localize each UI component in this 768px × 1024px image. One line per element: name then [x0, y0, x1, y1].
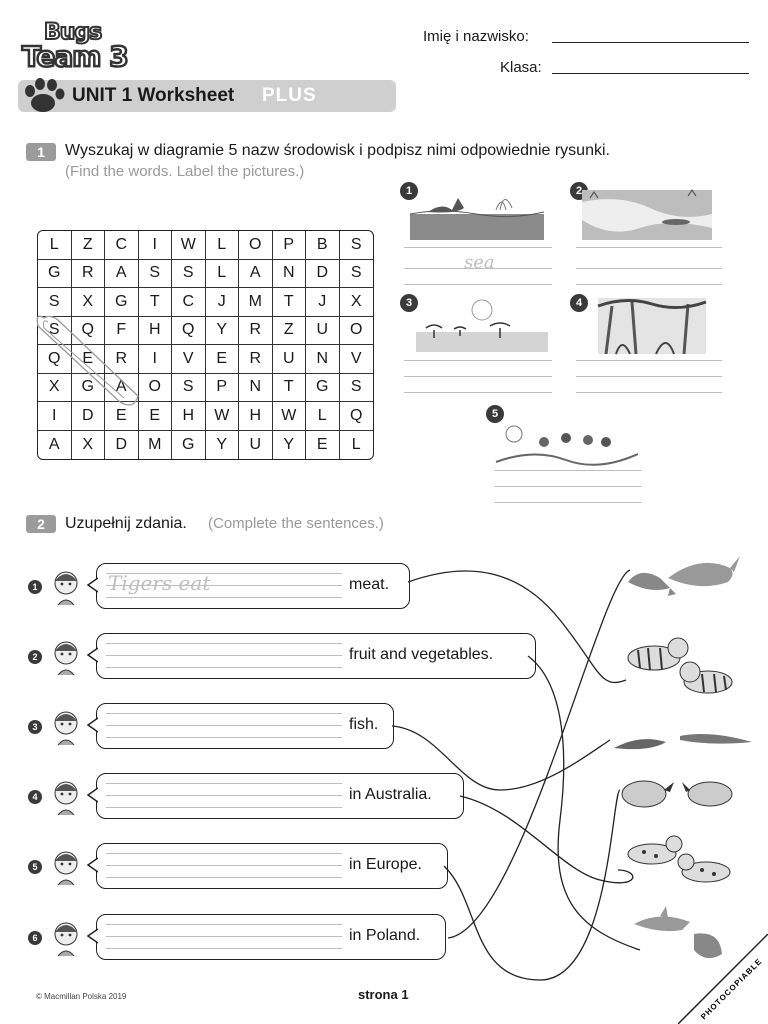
grid-cell[interactable]: X — [38, 374, 72, 403]
unit-title: UNIT 1 Worksheet — [72, 85, 235, 106]
grid-cell[interactable]: A — [38, 431, 72, 460]
unit-plus-label: PLUS — [262, 85, 317, 106]
photocopiable-stamp — [678, 934, 768, 1024]
grid-cell[interactable]: G — [172, 431, 206, 460]
picture-number-4: 4 — [570, 294, 588, 312]
grid-cell[interactable]: R — [105, 345, 139, 374]
grid-cell[interactable]: S — [38, 317, 72, 346]
grid-cell[interactable]: N — [306, 345, 340, 374]
grid-cell[interactable]: S — [340, 231, 374, 260]
rhinos-picture — [614, 772, 740, 814]
grid-cell[interactable]: C — [172, 288, 206, 317]
grid-cell[interactable]: O — [340, 317, 374, 346]
grid-cell[interactable]: Q — [38, 345, 72, 374]
grid-cell[interactable]: Y — [206, 317, 240, 346]
grid-cell[interactable]: H — [172, 402, 206, 431]
grid-cell[interactable]: L — [306, 402, 340, 431]
grid-cell[interactable]: V — [340, 345, 374, 374]
grid-cell[interactable]: W — [206, 402, 240, 431]
sentence-number: 4 — [28, 790, 42, 804]
picture-number-1: 1 — [400, 182, 418, 200]
grid-cell[interactable]: P — [273, 231, 307, 260]
child-avatar-icon — [48, 705, 84, 749]
grid-cell[interactable]: Q — [72, 317, 106, 346]
grid-cell[interactable]: Z — [72, 231, 106, 260]
grid-cell[interactable]: S — [340, 374, 374, 403]
sentence-ending: in Europe. — [349, 856, 422, 873]
page-number: strona 1 — [358, 987, 409, 1002]
grid-cell[interactable]: R — [72, 260, 106, 289]
picture-number-2: 2 — [570, 182, 588, 200]
grid-cell[interactable]: Y — [206, 431, 240, 460]
class-label: Klasa: — [500, 59, 542, 76]
grid-cell[interactable]: O — [239, 231, 273, 260]
exercise2-subtitle: (Complete the sentences.) — [208, 515, 384, 532]
grid-cell[interactable]: B — [306, 231, 340, 260]
sentence-ending: fruit and vegetables. — [349, 646, 494, 663]
photocopiable-text: PHOTOCOPIABLE — [699, 956, 764, 1022]
child-avatar-icon — [48, 916, 84, 960]
grid-cell[interactable]: G — [38, 260, 72, 289]
exercise1-instruction: Wyszukaj w diagramie 5 nazw środowisk i podpisz nimi odpowiednie rysunki. — [65, 142, 610, 159]
speech-tail-icon — [86, 717, 98, 733]
grid-cell[interactable]: S — [172, 260, 206, 289]
jungle-picture — [596, 296, 708, 356]
grid-cell[interactable]: S — [38, 288, 72, 317]
grid-cell[interactable]: R — [239, 317, 273, 346]
grid-cell[interactable]: L — [38, 231, 72, 260]
picture-number-5: 5 — [486, 405, 504, 423]
grid-cell[interactable]: H — [139, 317, 173, 346]
grid-cell[interactable]: L — [351, 435, 361, 453]
grid-cell[interactable]: G — [306, 374, 340, 403]
sentence-ending: meat. — [349, 576, 390, 593]
grid-cell[interactable]: E — [72, 345, 106, 374]
grid-cell[interactable]: I — [38, 402, 72, 431]
grid-cell[interactable]: A — [239, 260, 273, 289]
grid-cell[interactable]: J — [206, 288, 240, 317]
grid-cell[interactable]: N — [239, 374, 273, 403]
exercise2-instruction: Uzupełnij zdania. — [65, 515, 187, 532]
grid-cell[interactable]: H — [239, 402, 273, 431]
grid-cell[interactable]: I — [139, 231, 173, 260]
grid-cell[interactable]: G — [72, 374, 106, 403]
grid-cell[interactable]: I — [139, 345, 173, 374]
sentence-ending: in Australia. — [349, 786, 432, 803]
grid-cell[interactable]: F — [105, 317, 139, 346]
speech-tail-icon — [86, 577, 98, 593]
grid-cell[interactable]: E — [306, 431, 340, 460]
copyright: © Macmillan Polska 2019 — [36, 992, 127, 1001]
grid-cell[interactable]: U — [306, 317, 340, 346]
sentence-number: 3 — [28, 720, 42, 734]
grid-cell[interactable]: A — [105, 260, 139, 289]
grid-cell[interactable]: Q — [340, 402, 374, 431]
picture-1-answer[interactable]: sea — [464, 252, 495, 273]
sea-picture — [408, 188, 546, 244]
desert-picture — [494, 418, 638, 468]
grassland-picture — [414, 296, 550, 354]
lizards-picture — [610, 724, 756, 764]
sentence-answer[interactable]: Tigers eat — [108, 571, 211, 595]
grid-cell[interactable]: N — [273, 260, 307, 289]
paw-icon — [22, 76, 66, 116]
found-word-loop — [30, 310, 150, 410]
grid-cell[interactable]: R — [239, 345, 273, 374]
picture-number-3: 3 — [400, 294, 418, 312]
grid-cell[interactable]: T — [139, 288, 173, 317]
bugs-team-logo: Bugs Team 3 — [22, 20, 128, 73]
child-avatar-icon — [48, 775, 84, 819]
name-label: Imię i nazwisko: — [423, 28, 529, 45]
sentence-ending: fish. — [349, 716, 379, 733]
grid-cell[interactable]: V — [172, 345, 206, 374]
exercise1-subtitle: (Find the words. Label the pictures.) — [65, 163, 305, 180]
grid-cell[interactable]: E — [206, 345, 240, 374]
grid-cell[interactable]: L — [206, 260, 240, 289]
grid-cell[interactable]: D — [306, 260, 340, 289]
child-avatar-icon — [48, 845, 84, 889]
grid-cell[interactable]: S — [340, 260, 374, 289]
grid-cell[interactable]: D — [72, 402, 106, 431]
whales-picture — [620, 548, 742, 606]
grid-cell[interactable]: M — [239, 288, 273, 317]
grid-cell[interactable]: E — [105, 402, 139, 431]
grid-cell[interactable]: X — [340, 288, 374, 317]
grid-cell[interactable]: T — [273, 374, 307, 403]
exercise1-number: 1 — [26, 143, 56, 161]
sentence-number: 6 — [28, 931, 42, 945]
grid-cell[interactable]: W — [273, 402, 307, 431]
name-input-line[interactable] — [552, 42, 749, 43]
grid-cell[interactable]: C — [105, 231, 139, 260]
river-picture — [580, 188, 714, 244]
speech-tail-icon — [86, 787, 98, 803]
grid-cell[interactable]: T — [273, 288, 307, 317]
grid-cell[interactable]: W — [172, 231, 206, 260]
grid-cell[interactable]: J — [306, 288, 340, 317]
grid-cell[interactable]: X — [72, 288, 106, 317]
grid-cell[interactable]: Z — [273, 317, 307, 346]
exercise2-number: 2 — [26, 515, 56, 533]
grid-cell[interactable]: A — [105, 374, 139, 403]
grid-cell[interactable]: G — [105, 288, 139, 317]
grid-cell[interactable]: S — [139, 260, 173, 289]
grid-cell[interactable]: L — [206, 231, 240, 260]
grid-cell[interactable]: U — [239, 431, 273, 460]
speech-tail-icon — [86, 928, 98, 944]
grid-cell[interactable]: X — [72, 431, 106, 460]
speech-tail-icon — [86, 857, 98, 873]
grid-cell[interactable]: O — [139, 374, 173, 403]
leopards-picture — [616, 830, 746, 890]
grid-cell[interactable]: Y — [273, 431, 307, 460]
child-avatar-icon — [48, 635, 84, 679]
class-input-line[interactable] — [552, 73, 749, 74]
grid-cell[interactable]: E — [139, 402, 173, 431]
grid-cell[interactable]: Q — [172, 317, 206, 346]
grid-cell[interactable]: D — [105, 431, 139, 460]
sentence-ending: in Poland. — [349, 927, 421, 944]
tigers-picture — [616, 628, 746, 706]
grid-cell[interactable]: P — [206, 374, 240, 403]
sentence-number: 5 — [28, 860, 42, 874]
grid-cell[interactable]: S — [172, 374, 206, 403]
sentence-number: 2 — [28, 650, 42, 664]
grid-cell[interactable]: U — [273, 345, 307, 374]
sentence-number: 1 — [28, 580, 42, 594]
grid-cell[interactable]: M — [139, 431, 173, 460]
child-avatar-icon — [48, 565, 84, 609]
speech-tail-icon — [86, 647, 98, 663]
